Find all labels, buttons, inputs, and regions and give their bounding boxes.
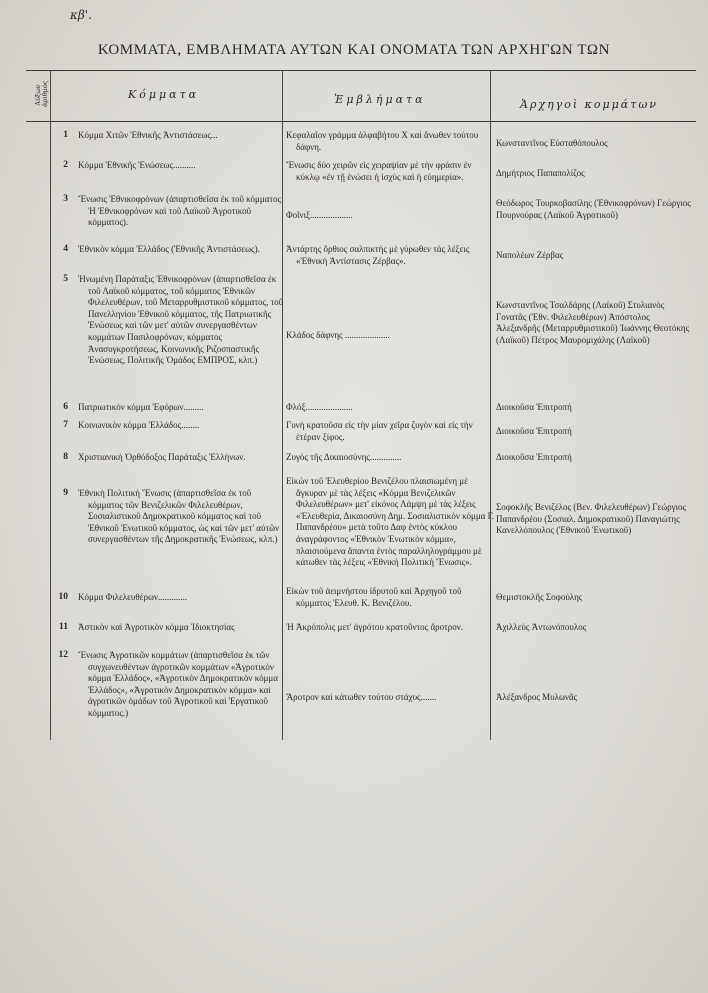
- row-number: 4: [63, 244, 68, 254]
- party-emblem: Κεφαλαῖον γράμμα ἀλφαβήτου Χ καὶ ἄνωθεν τούτου δάφνη.: [286, 130, 479, 152]
- party-emblem: Κλάδος δάφνης ....................: [286, 330, 390, 340]
- party-emblem: Ἕνωσις δύο χειρῶν εἰς χειραψίαν μὲ τὴν φράσιν ἐν κύκλῳ «ἐν τῇ ἑνώσει ἡ ἰσχὺς καὶ ἡ εὐημερία».: [286, 160, 472, 182]
- party-leader: Διοικοῦσα Ἐπιτροπή: [496, 426, 572, 436]
- party-name: Ἕνωσις Ἐθνικοφρόνων (ἀπαρτισθεῖσα ἐκ τοῦ κόμματος Ἡ Ἐθνικοφρόνων καὶ τοῦ Λαϊκοῦ Ἀγροτικοῦ κόμματος).: [78, 194, 282, 228]
- page-number: κβ'.: [70, 8, 92, 22]
- row-number: 12: [58, 650, 68, 660]
- row-number: 5: [63, 274, 68, 284]
- row-number: 1: [63, 130, 68, 140]
- column-divider-number: [50, 70, 51, 740]
- party-name: Ἡνωμένη Παράταξις Ἐθνικοφρόνων (ἀπαρτισθεῖσα ἐκ τοῦ Λαϊκοῦ κόμματος, τοῦ κόμματος Ἐθνικῶν Φιλελευθέρων, τοῦ Μεταρρυθμιστικοῦ κόμματος, τοῦ Πανελληνίου Ἐθνικοῦ κόμματος, τῆς Πατριωτικῆς Ἑνώσεως καὶ τῶν μετ' αὐτῶν συνεργασθέντων κομμάτων Πασιλοφρόνων, κόμματος Ἀνασυγκροτήσεως, Κοινωνικῆς Ριζοσπαστικῆς Ἑνώσεως, Πολιτικῆς Ὁμάδος ΕΜΠΡΟΣ, κλπ.): [78, 274, 284, 366]
- party-emblem: Ἡ Ἀκρόπολις μετ' ἀγρότου κρατοῦντος ἄροτρον.: [286, 622, 464, 632]
- row-number: 10: [58, 592, 68, 602]
- party-emblem: Εἰκὼν τοῦ ἀειμνήστου ἱδρυτοῦ καὶ Ἀρχηγοῦ τοῦ κόμματος Ἐλευθ. Κ. Βενιζέλου.: [286, 586, 462, 608]
- party-leader: Θεόδωρος Τουρκοβασίλης (Ἐθνικοφρόνων) Γεώργιος Πουρνούρας (Λαϊκοῦ Ἀγροτικοῦ): [496, 198, 691, 220]
- header-bottom-rule: [26, 121, 696, 122]
- row-number: 8: [63, 452, 68, 462]
- party-emblem: Ἀντάρτης ὄρθιος σαλπικτὴς μὲ γύρωθεν τὰς λέξεις «Ἐθνικὴ Ἀντίστασις Ζέρβας».: [286, 244, 470, 266]
- row-number: 9: [63, 488, 68, 498]
- party-leader: Κωνσταντῖνος Τσαλδάρης (Λαϊκοῦ) Στυλιανὸς Γονατᾶς (Ἐθν. Φιλελευθέρων) Ἀπόστολος Ἀλεξανδρῆς (Μεταρρυθμιστικοῦ) Ἰωάννης Θεοτόκης (Λαϊκοῦ) Πέτρος Μαυρομιχάλης (Λαϊκοῦ): [496, 300, 690, 345]
- party-emblem: Εἰκὼν τοῦ Ἐλευθερίου Βενιζέλου πλαισιωμένη μὲ ἄγκυραν μὲ τὰς λέξεις «Κόμμα Βενιζελικῶν Φιλελευθέρων» μετ' εἰκόνος Λάμψη μὲ τὰς λέξεις «Ἐλευθερία, Δικαιοσύνη Δημ. Σοσιαλιστικὸν κόμμα Γ. Παπανδρέου» μετὰ τοῦτο Δαφ ἐντὸς κύκλου ἀναγράφοντος «Ἐθνικὸν Ἑνωτικὸν κόμμα», πλαισιούμενα ἅπαντα ἐντὸς παραλληλογράμμου μὲ κάτωθεν τὰς λέξεις «Ἐθνικὴ Πολιτικὴ Ἕνωσις».: [286, 476, 494, 568]
- header-number: Αύξων ἀριθμός: [34, 80, 49, 107]
- party-leader: Κωνσταντῖνος Εὐσταθόπουλος: [496, 138, 608, 148]
- party-name: Ἐθνικὸν κόμμα Ἑλλάδος (Ἐθνικῆς Ἀντιστάσεως).: [78, 244, 260, 254]
- header-emblems: Ἐμβλήματα: [334, 93, 426, 106]
- party-leader: Διοικοῦσα Ἐπιτροπή: [496, 402, 572, 412]
- party-name: Κόμμα Χιτῶν Ἐθνικῆς Ἀντιστάσεως...: [78, 130, 218, 140]
- table-top-rule: [26, 70, 696, 71]
- party-emblem: Ἄροτρον καὶ κάτωθεν τούτου στάχυς.......: [286, 692, 437, 702]
- party-leader: Σοφοκλῆς Βενιζέλος (Βεν. Φιλελευθέρων) Γεώργιος Παπανδρέου (Σοσιαλ. Δημοκρατικοῦ) Παναγιώτης Κανελλόπουλος (Ἐθνικοῦ Ἑνωτικοῦ): [496, 502, 687, 536]
- row-number: 3: [63, 194, 68, 204]
- header-parties: Κόμματα: [128, 88, 200, 101]
- party-leader: Διοικοῦσα Ἐπιτροπή: [496, 452, 572, 462]
- party-leader: Θεμιστοκλῆς Σοφούλης: [496, 592, 583, 602]
- party-name: Ἕνωσις Ἀγροτικῶν κομμάτων (ἀπαρτισθεῖσα ἐκ τῶν συγχωνευθέντων ἀγροτικῶν κομμάτων «Ἀγροτικὸν κόμμα Ἑλλάδος», «Ἀγροτικὸν Δημοκρατικὸν κόμμα Ἑλλάδος», «Ἀγροτικὸν Δημοκρατικὸν κόμμα» καὶ ἀγροτικῶν ὁμάδων τοῦ Ἀγροτικοῦ καὶ Ἐργατικοῦ κόμματος.): [78, 650, 278, 718]
- party-leader: Ἀχιλλεὺς Ἀντωνόπουλος: [496, 622, 587, 632]
- party-emblem: Φλόξ.....................: [286, 402, 353, 412]
- party-leader: Δημήτριος Παπαπολίζος: [496, 168, 585, 178]
- row-number: 7: [63, 420, 68, 430]
- party-name: Κόμμα Φιλελευθέρων.............: [78, 592, 188, 602]
- party-leader: Ναπολέων Ζέρβας: [496, 250, 564, 260]
- party-emblem: Φοῖνιξ...................: [286, 210, 353, 220]
- party-emblem: Ζυγὸς τῆς Δικαιοσύνης..............: [286, 452, 402, 462]
- row-number: 11: [59, 622, 68, 632]
- row-number: 6: [63, 402, 68, 412]
- party-name: Χριστιανικὴ Ὀρθόδοξος Παράταξις Ἑλλήνων.: [78, 452, 246, 462]
- party-name: Κοινωνικὸν κόμμα Ἑλλάδος........: [78, 420, 200, 430]
- party-name: Ἐθνικὴ Πολιτικὴ Ἕνωσις (ἀπαρτισθεῖσα ἐκ τοῦ κόμματος τῶν Βενιζελικῶν Φιλελευθέρων, Σοσιαλιστικοῦ Δημοκρατικοῦ κόμματος καὶ τοῦ Ἐθνικοῦ Ἑνωτικοῦ κόμματος, ὡς καὶ τῶν μετ' αὐτῶν συνεργασθέντων τῆς Δημοκρατικῆς Ἑνώσεως, κλπ.): [78, 488, 280, 545]
- header-leaders: Ἀρχηγοὶ κομμάτων: [520, 98, 658, 111]
- party-leader: Ἀλέξανδρος Μυλωνᾶς: [496, 692, 578, 702]
- party-name: Κόμμα Ἐθνικῆς Ἑνώσεως..........: [78, 160, 196, 170]
- page-title: ΚΟΜΜΑΤΑ, ΕΜΒΛΗΜΑΤΑ ΑΥΤΩΝ ΚΑΙ ΟΝΟΜΑΤΑ ΤΩΝ ΑΡΧΗΓΩΝ ΤΩΝ: [97, 42, 611, 58]
- party-emblem: Γυνὴ κρατοῦσα εἰς τὴν μίαν χεῖρα ζυγὸν καὶ εἰς τὴν ἑτέραν ξίφος.: [286, 420, 473, 442]
- party-name: Πατριωτικὸν κόμμα Ἐφόρων.........: [78, 402, 204, 412]
- party-name: Ἀστικὸν καὶ Ἀγροτικὸν κόμμα Ἰδιοκτησίας: [78, 622, 235, 632]
- row-number: 2: [63, 160, 68, 170]
